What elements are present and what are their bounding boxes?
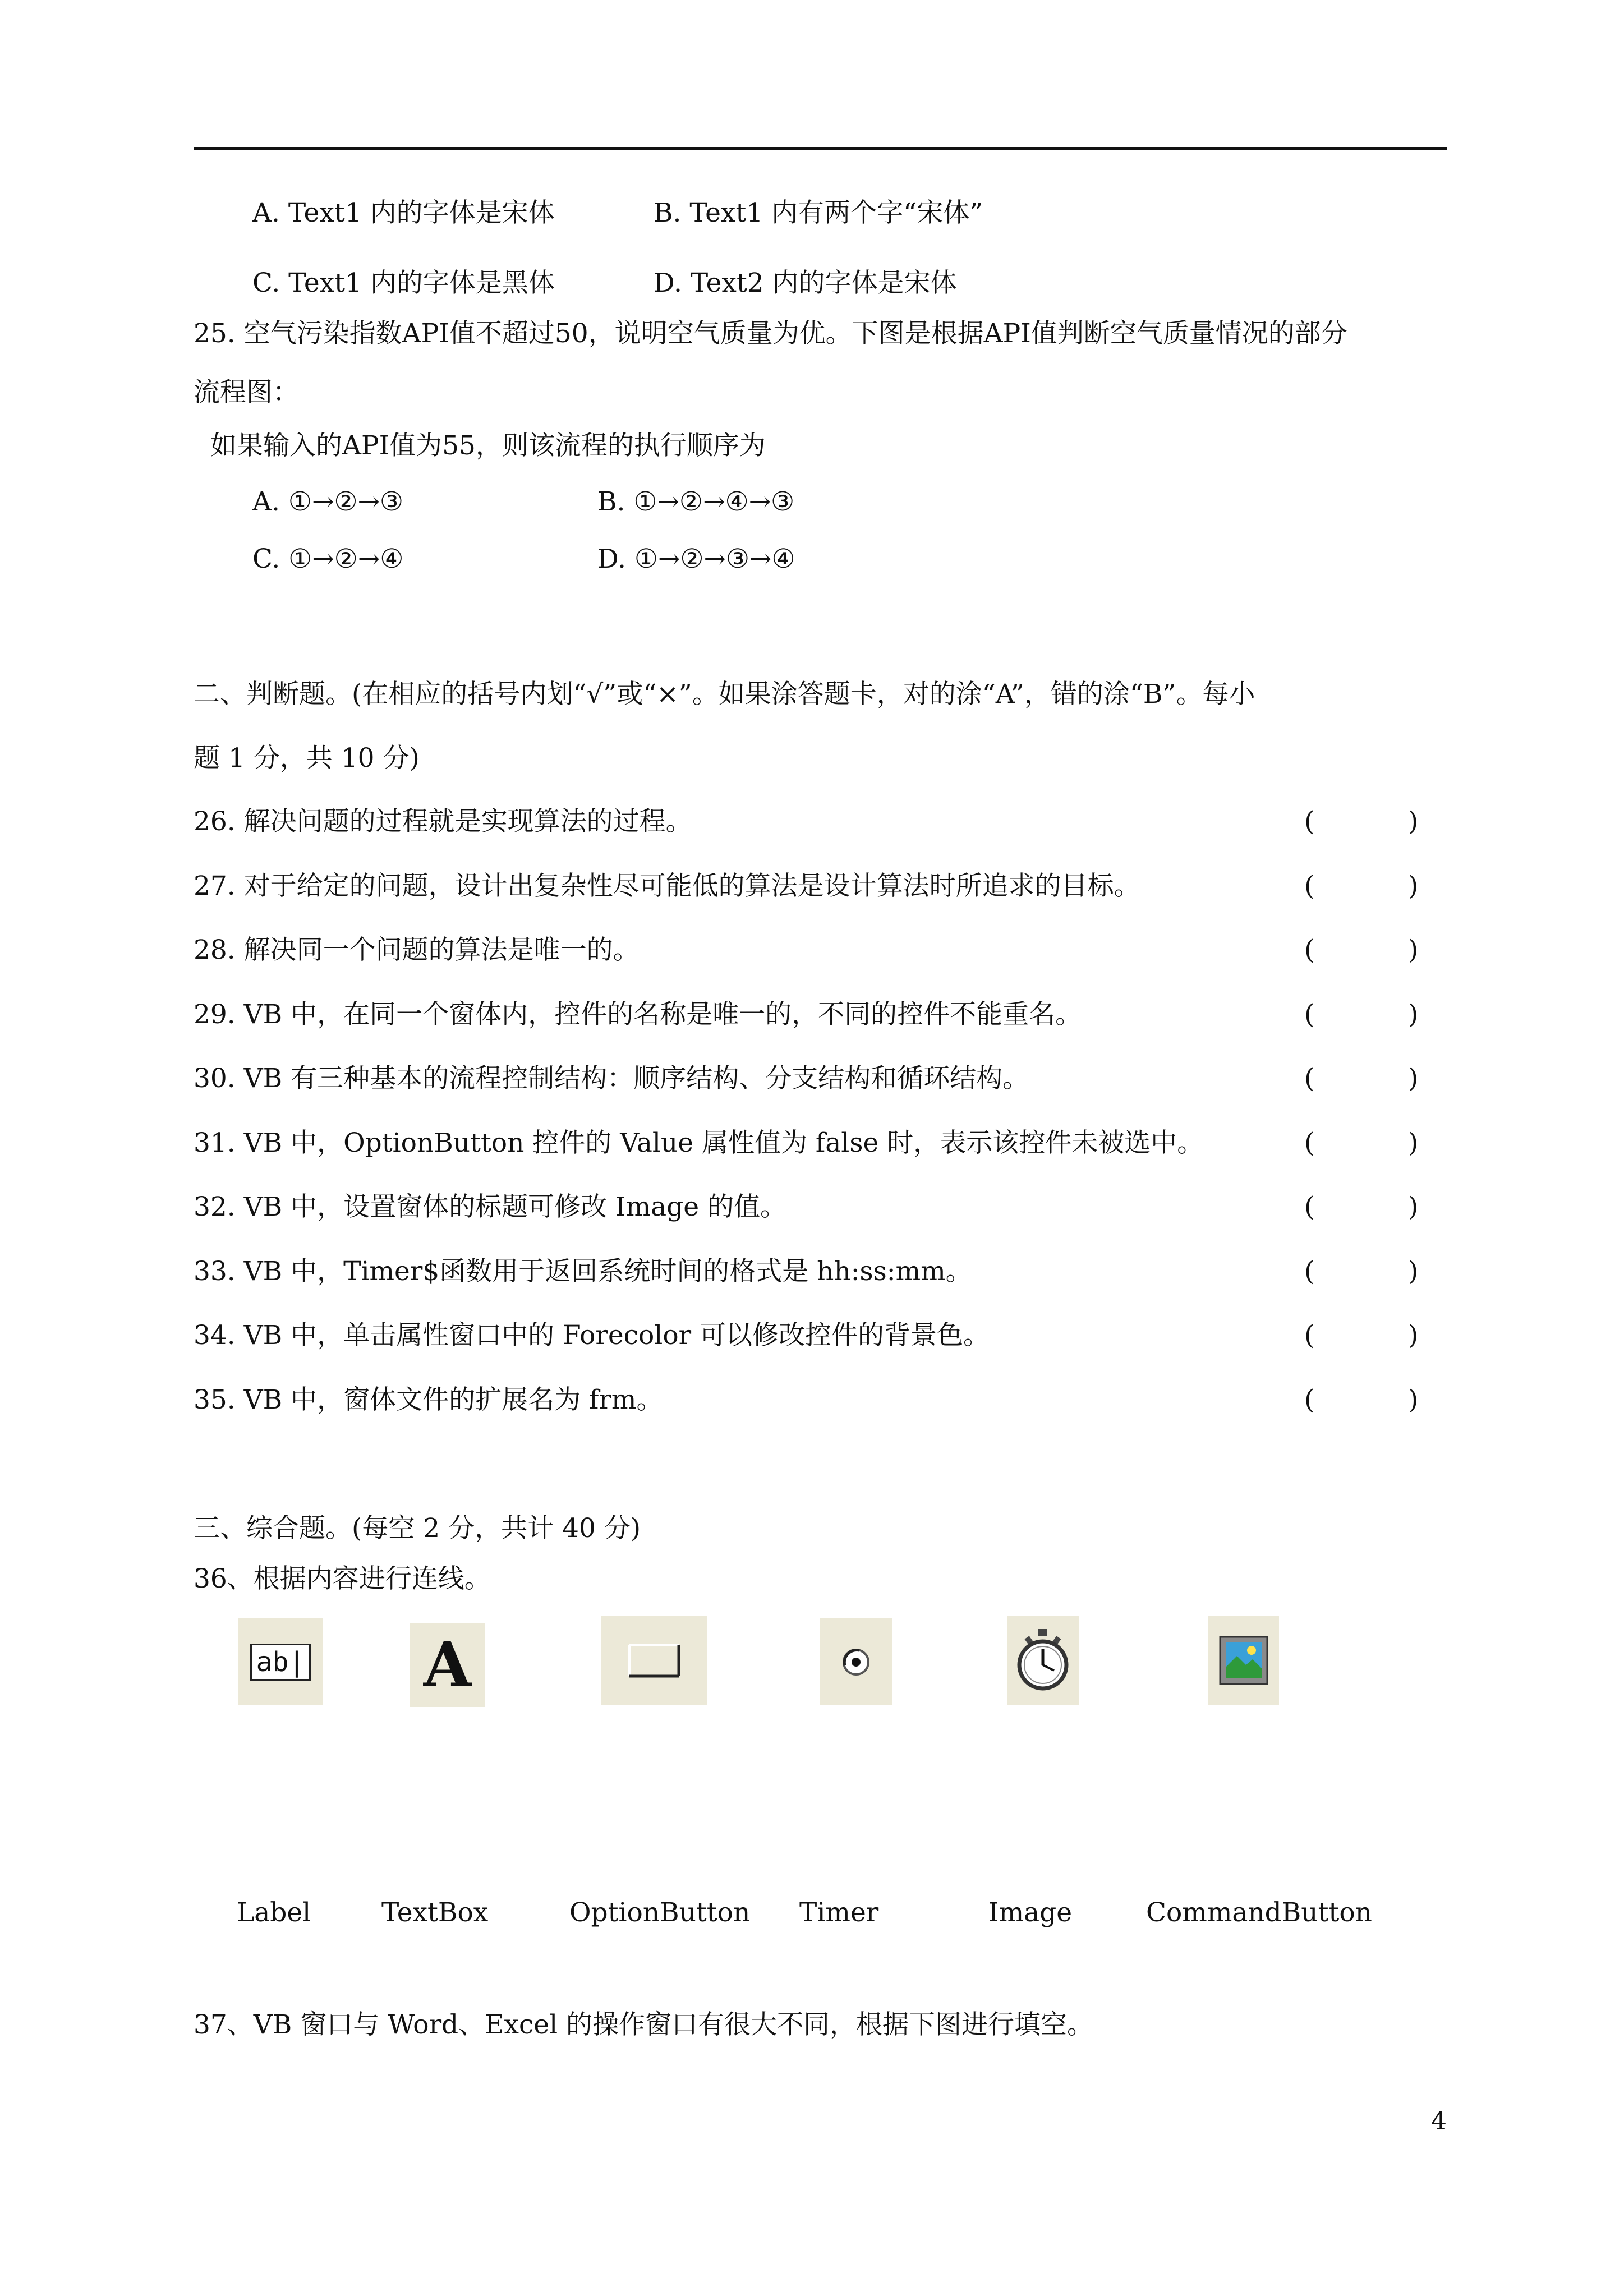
judge-item-35: 35. VB 中，窗体文件的扩展名为 frm。 (194, 1384, 663, 1415)
q24-option-a: A. Text1 内的字体是宋体 (252, 197, 555, 228)
answer-paren-open[interactable]: ( (1304, 999, 1315, 1030)
q24-option-c: C. Text1 内的字体是黑体 (252, 268, 555, 298)
q25-stem-line3: 如果输入的API值为55，则该流程的执行顺序为 (210, 430, 766, 461)
answer-paren-close: ) (1408, 1320, 1419, 1351)
image-icon[interactable] (1208, 1616, 1279, 1705)
commandbutton-icon-glyph (627, 1642, 681, 1678)
optionbutton-icon[interactable] (820, 1618, 892, 1705)
q24-option-d: D. Text2 内的字体是宋体 (654, 268, 957, 298)
optionbutton-icon-glyph (839, 1645, 873, 1679)
q25-stem-line1: 25. 空气污染指数API值不超过50，说明空气质量为优。下图是根据API值判断空气质量情况的部分 (194, 318, 1347, 349)
answer-paren-open[interactable]: ( (1304, 806, 1315, 837)
section3-heading: 三、综合题。(每空 2 分，共计 40 分) (194, 1513, 641, 1544)
judge-item-29: 29. VB 中，在同一个窗体内，控件的名称是唯一的，不同的控件不能重名。 (194, 999, 1082, 1030)
textbox-icon-glyph: ab| (250, 1644, 311, 1681)
header-rule (194, 147, 1447, 150)
q25-stem-line2: 流程图： (194, 377, 299, 408)
answer-paren-close: ) (1408, 1256, 1419, 1287)
q36-prompt: 36、根据内容进行连线。 (194, 1563, 491, 1594)
answer-paren-open[interactable]: ( (1304, 1320, 1315, 1351)
answer-paren-open[interactable]: ( (1304, 1191, 1315, 1222)
textbox-icon[interactable] (238, 1618, 323, 1705)
answer-paren-open[interactable]: ( (1304, 871, 1315, 901)
q25-option-c: C. ①→②→④ (252, 544, 404, 574)
answer-paren-close: ) (1408, 1063, 1419, 1094)
answer-paren-open[interactable]: ( (1304, 1128, 1315, 1158)
judge-item-27: 27. 对于给定的问题，设计出复杂性尽可能低的算法是设计算法时所追求的目标。 (194, 871, 1140, 901)
section2-heading-line1: 二、判断题。(在相应的括号内划“√”或“×”。如果涂答题卡，对的涂“A”，错的涂“B”。每小 (194, 679, 1255, 710)
control-name-image: Image (988, 1897, 1073, 1928)
label-icon[interactable] (410, 1623, 485, 1707)
q25-option-b: B. ①→②→④→③ (597, 486, 795, 517)
control-name-commandbutton: CommandButton (1146, 1897, 1372, 1928)
answer-paren-close: ) (1408, 1128, 1419, 1158)
answer-paren-close: ) (1408, 806, 1419, 837)
judge-item-30: 30. VB 有三种基本的流程控制结构：顺序结构、分支结构和循环结构。 (194, 1063, 1029, 1094)
commandbutton-icon[interactable] (601, 1616, 707, 1705)
image-icon-glyph (1217, 1634, 1271, 1687)
control-name-textbox: TextBox (381, 1897, 489, 1928)
control-name-optionbutton: OptionButton (569, 1897, 751, 1928)
answer-paren-open[interactable]: ( (1304, 1384, 1315, 1415)
answer-paren-close: ) (1408, 871, 1419, 901)
control-name-label: Label (237, 1897, 311, 1928)
answer-paren-open[interactable]: ( (1304, 935, 1315, 965)
judge-item-28: 28. 解决同一个问题的算法是唯一的。 (194, 935, 640, 965)
answer-paren-close: ) (1408, 935, 1419, 965)
answer-paren-close: ) (1408, 1384, 1419, 1415)
answer-paren-close: ) (1408, 999, 1419, 1030)
section2-heading-line2: 题 1 分，共 10 分) (194, 743, 420, 774)
q24-option-b: B. Text1 内有两个字“宋体” (654, 197, 983, 228)
judge-item-31: 31. VB 中，OptionButton 控件的 Value 属性值为 false 时，表示该控件未被选中。 (194, 1128, 1204, 1158)
q25-option-a: A. ①→②→③ (252, 486, 403, 517)
judge-item-33: 33. VB 中，Timer$函数用于返回系统时间的格式是 hh:ss:mm。 (194, 1256, 972, 1287)
answer-paren-open[interactable]: ( (1304, 1063, 1315, 1094)
judge-item-26: 26. 解决问题的过程就是实现算法的过程。 (194, 806, 692, 837)
control-name-timer: Timer (799, 1897, 879, 1928)
timer-icon-glyph (1015, 1627, 1071, 1694)
q37-prompt: 37、VB 窗口与 Word、Excel 的操作窗口有很大不同，根据下图进行填空。 (194, 2009, 1094, 2040)
q25-option-d: D. ①→②→③→④ (597, 544, 795, 574)
judge-item-32: 32. VB 中，设置窗体的标题可修改 Image 的值。 (194, 1191, 787, 1222)
timer-icon[interactable] (1007, 1616, 1079, 1705)
judge-item-34: 34. VB 中，单击属性窗口中的 Forecolor 可以修改控件的背景色。 (194, 1320, 990, 1351)
label-icon-glyph: A (423, 1628, 472, 1701)
answer-paren-close: ) (1408, 1191, 1419, 1222)
page-number: 4 (1431, 2107, 1447, 2136)
answer-paren-open[interactable]: ( (1304, 1256, 1315, 1287)
